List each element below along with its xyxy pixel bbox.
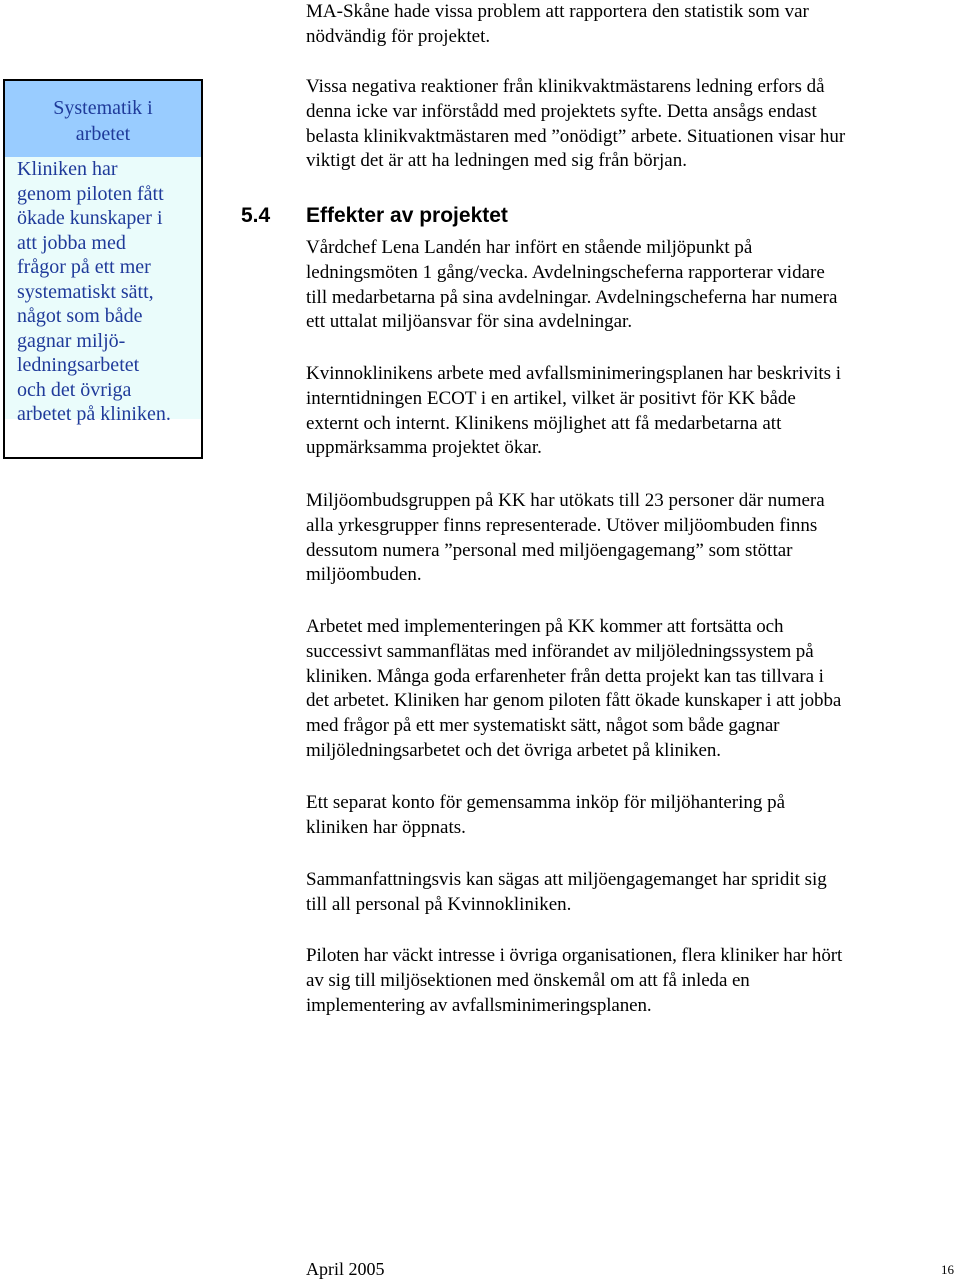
text-line: miljöombuden. [306,564,422,586]
text-line: kliniken har öppnats. [306,816,466,838]
paragraph-summary [306,868,827,918]
sidebar-line: frågor på ett mer [17,256,151,278]
text-line: dessutom numera ”personal med miljöengagemang” som stöttar [306,539,793,561]
sidebar-line: att jobba med [17,231,126,254]
text-line: externt och internt. Klinikens möjlighet att få medarbetarna att [306,412,782,434]
sidebar-line: gagnar miljö- [17,329,126,352]
paragraph-pilot-interest [306,944,842,1018]
footer-date: April 2005 [306,1259,385,1279]
text-line: miljöledningsarbetet och det övriga arbetet på kliniken. [306,739,721,761]
paragraph-miljoombud [306,489,825,588]
reactions-paragraph [306,75,845,174]
text-line: denna icke var införstådd med projektets syfte. Detta ansågs endast [306,100,817,122]
text-line: Kvinnoklinikens arbete med avfallsminimeringsplanen har beskrivits i [306,363,842,384]
sidebar-title-line: arbetet [75,123,131,145]
text-line: Sammanfattningsvis kan sägas att miljöengagemanget har spridit sig [306,869,827,890]
text-line: belasta klinikvaktmästaren med ”onödigt” arbete. Situationen visar hur [306,125,846,147]
sidebar-line: arbetet på kliniken. [17,403,171,425]
sidebar-line: och det övriga [17,378,132,401]
text-line: kliniken. Många goda erfarenheter från detta projekt kan tas tillvara i [306,665,824,687]
text-line: det arbetet. Kliniken har genom piloten fått ökade kunskaper i att jobba [306,690,842,712]
text-line: implementering av avfallsminimeringsplanen. [306,994,652,1016]
text-line: till all personal på Kvinnokliniken. [306,893,572,915]
sidebar-line: något som både [17,305,143,327]
text-line: Vissa negativa reaktioner från klinikvaktmästarens ledning erfors då [306,76,825,97]
sidebar-line: genom piloten fått [17,182,164,205]
text-line: Vårdchef Lena Landén har infört en stående miljöpunkt på [306,237,753,258]
page-number: 16 [941,1262,954,1277]
sidebar-body [5,157,201,425]
text-line: nödvändig för projektet. [306,25,491,47]
section-number: 5.4 [241,204,271,227]
text-line: ett uttalat miljöansvar för sina avdelningar. [306,311,633,333]
text-line: Ett separat konto för gemensamma inköp för miljöhantering på [306,792,786,813]
section-heading [241,202,508,230]
text-line: MA-Skåne hade vissa problem att rapportera den statistik som var [306,1,809,22]
text-line: till medarbetarna på sina avdelningar. Avdelningscheferna har numera [306,286,838,308]
text-line: Piloten har väckt intresse i övriga organisationen, flera kliniker har hört [306,945,843,966]
sidebar-line: Kliniken har [17,158,118,180]
text-line: uppmärksamma projektet ökar. [306,437,542,459]
paragraph-implementation [306,615,841,764]
sidebar-title [5,81,201,157]
sidebar-line: ledningsarbetet [17,354,140,376]
text-line: med frågor på ett mer systematiskt sätt, något som både gagnar [306,715,780,737]
sidebar-line: systematiskt sätt, [17,280,154,303]
text-line: interntidningen ECOT i en artikel, vilket är positivt för KK både [306,387,796,409]
text-line: viktigt det är att ha ledningen med sig från början. [306,150,687,172]
paragraph-ecot [306,362,841,461]
text-line: successivt sammanflätas med införandet av miljöledningssystem på [306,640,814,662]
sidebar-box [3,79,203,459]
text-line: Arbetet med implementeringen på KK kommer att fortsätta och [306,616,784,637]
text-line: ledningsmöten 1 gång/vecka. Avdelningscheferna rapporterar vidare [306,261,825,283]
intro-paragraph [306,0,809,50]
paragraph-account [306,791,785,841]
section-title: Effekter av projektet [306,204,508,227]
paragraph-leadership [306,236,837,335]
sidebar-title-line: Systematik i [53,97,153,119]
text-line: Miljöombudsgruppen på KK har utökats till 23 personer där numera [306,490,825,511]
sidebar-line: ökade kunskaper i [17,207,163,229]
text-line: av sig till miljösektionen med önskemål om att få inleda en [306,969,750,991]
text-line: alla yrkesgrupper finns representerade. Utöver miljöombuden finns [306,514,818,536]
